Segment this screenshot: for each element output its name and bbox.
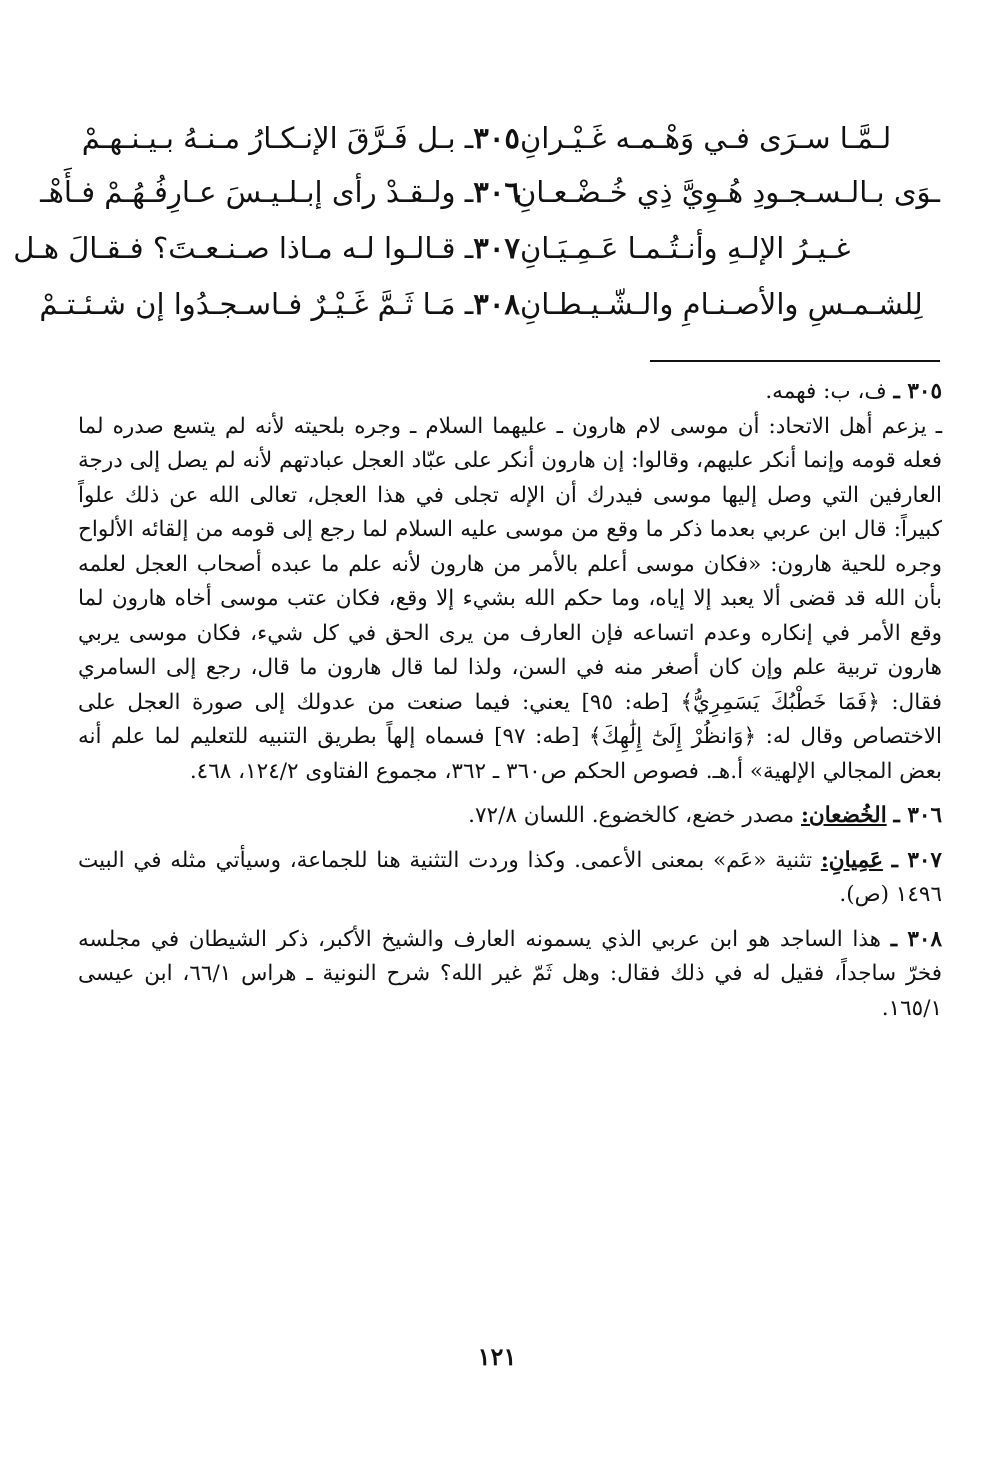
verse-second-hemistich: لِلشـمـسِ والأصـنـامِ والـشّـيـطـانِ (520, 287, 923, 321)
verse-307 (13, 228, 940, 268)
footnote-308 (78, 923, 942, 1027)
footnote-body: هذا الساجد هو ابن عربي الذي يسمونه العارف والشيخ الأكبر، ذكر الشيطان في مجلسه فخرّ ساجداً، فقيل له في ذلك فقال: وهل ثَمّ غير الله؟ شرح النونية ـ هراس ٦٦/١، ابن عيسى ١٦٥/١. (78, 926, 942, 1021)
footnote-body: مصدر خضع، كالخضوع. اللسان ٧٢/٨. (468, 803, 795, 828)
footnotes (78, 375, 942, 1036)
verse-306 (40, 172, 940, 212)
footnote-body: تثنية «عَم» بمعنى الأعمى. وكذا وردت التثنية هنا للجماعة، وسيأتي مثله في البيت ١٤٩٦ (ص). (78, 847, 942, 907)
verse-second-hemistich: غـيـرُ الإلـهِ وأنـتُـمـا عَـمِـيَـانِ (520, 231, 851, 265)
footnote-term: عَمِيانِ: (820, 847, 883, 873)
footnote-307 (78, 844, 942, 913)
footnote-separator (650, 360, 940, 362)
footnote-variant: ف، ب: فهمه. (765, 379, 887, 404)
footnote-305 (78, 375, 942, 789)
footnote-306 (78, 799, 942, 834)
verse-first-hemistich: ٣٠٦ـ ولـقـدْ رأى إبـلـيـسَ عـارِفُـهُـمْ فـأَهْـ (40, 175, 520, 209)
verse-308 (39, 284, 940, 324)
verse-first-hemistich: ٣٠٨ـ مَـا ثَـمَّ غَـيْـرٌ فـاسـجـدُوا إن شـئـتـمْ (39, 287, 520, 321)
verse-second-hemistich: لـمَّـا سـرَى فـي وَهْـمـه غَـيْـرانِ (520, 121, 892, 155)
page-number: ١٢١ (477, 1342, 517, 1371)
footnote-term: الخُضعان: (801, 803, 887, 828)
footnote-number: ٣٠٥ ـ (893, 379, 942, 404)
footnote-number: ٣٠٧ ـ (891, 847, 942, 873)
verse-305 (80, 118, 940, 158)
footnote-body: ـ يزعم أهل الاتحاد: أن موسى لام هارون ـ عليهما السلام ـ وجره بلحيته لأنه لم يتسع صدره لما فعله قومه وإنما أنكر عليهم، وقالوا: إن هارون أنكر على عبّاد العجل عبادتهم لأنه لم يصل إلى درجة العارفين التي وصل إليها موسى فيدرك أن الإله تجلى في هذا العجل، تعالى الله عن ذلك علواً كبيراً: قال ابن عربي بعدما ذكر ما وقع من موسى عليه السلام لما رجع إلى قومه من إلقائه الألواح وجره للحية هارون: «فكان موسى أعلم بالأمر من هارون لأنه علم ما عبده أصحاب العجل لعلمه بأن الله قد قضى ألا يعبد إلا إياه، وما حكم الله بشيء إلا وقع، فكان عتب موسى أخاه هارون لما وقع الأمر في إنكاره وعدم اتساعه فإن العارف من يرى الحق في كل شيء، فكان موسى يربي هارون تربية علم وإن كان أصغر منه في السن، ولذا لما قال هارون ما قال، رجع إلى السامري فقال: ﴿فَمَا خَطْبُكَ يَسَمِرِيُّ﴾ [طه: ٩٥] يعني: فيما صنعت من عدولك إلى صورة العجل على الاختصاص وقال له: ﴿وَانظُرْ إِلَىٰٓ إِلَٰهِكَ﴾ [طه: ٩٧] فسماه إلهاً بطريق التنبيه للتعليم لما علم أنه بعض المجالي الإلهية» أ.هـ. فصوص الحكم ص٣٦٠ ـ ٣٦٢، مجموع الفتاوى ١٢٤/٢، ٤٦٨. (78, 413, 942, 784)
footnote-number: ٣٠٨ ـ (890, 926, 943, 952)
verse-first-hemistich: ٣٠٥ـ بـل فَـرَّقَ الإنـكـارُ مـنـهُ بـيـنـهـمْ (81, 121, 520, 155)
footnote-number: ٣٠٦ ـ (893, 803, 942, 828)
verse-first-hemistich: ٣٠٧ـ قـالـوا لـه مـاذا صـنـعـتَ؟ فـقـالَ هـل (13, 231, 520, 265)
verse-second-hemistich: ـوَى بـالـسـجـودِ هُـوِيَّ ذِي خُـضْـعـانِ (514, 175, 940, 209)
